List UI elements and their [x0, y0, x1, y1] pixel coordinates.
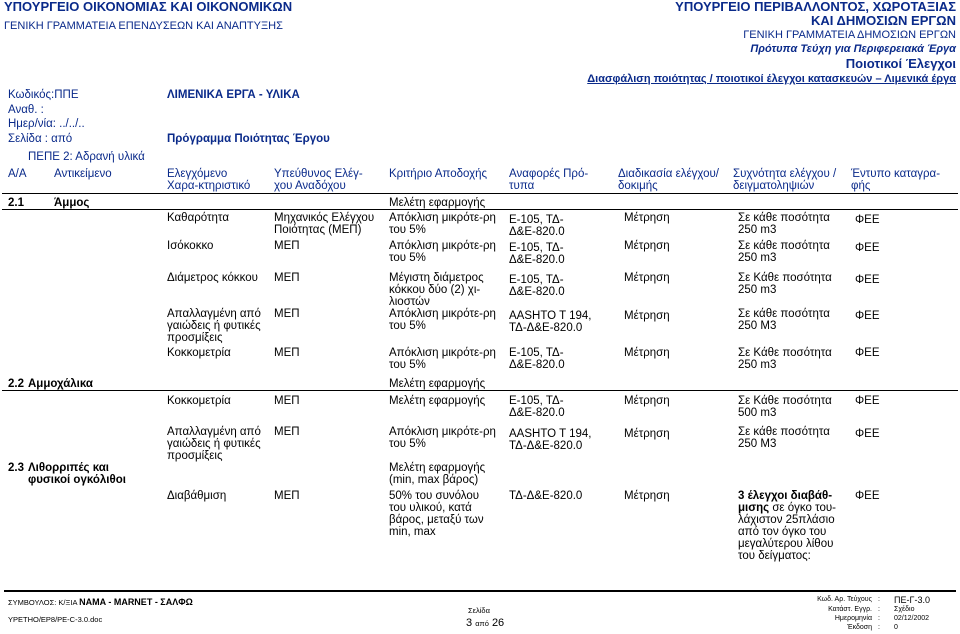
header-object: Αντικείμενο	[54, 168, 112, 180]
category-title: ΛΙΜΕΝΙΚΑ ΕΡΓΑ - ΥΛΙΚΑ	[167, 89, 300, 101]
row-criterion: Απόκλιση μικρότε-ρη του 5%	[389, 212, 496, 237]
row-references: AASHTO T 194, ΤΔ-Δ&Ε-820.0	[509, 428, 592, 453]
row-feature: Απαλλαγμένη από γαιώδεις ή φυτικές προσμίξεις	[167, 426, 261, 463]
header-responsible: Υπεύθυνος Ελέγ-χου Αναδόχου	[274, 168, 363, 193]
row-procedure: Μέτρηση	[624, 212, 670, 224]
ministry-right-title-2: ΚΑΙ ΔΗΜΟΣΙΩΝ ΕΡΓΩΝ	[811, 13, 956, 28]
page-label: Σελίδα : από	[8, 133, 73, 145]
row-form: ΦΕΕ	[855, 310, 880, 322]
row-frequency: Σε κάθε ποσότητα 250 m3	[738, 240, 830, 265]
footer-colon: :	[878, 606, 880, 613]
footer-value: 0	[894, 624, 898, 631]
row-feature: Καθαρότητα	[167, 212, 229, 224]
footer-value: 02/12/2002	[894, 615, 930, 622]
row-form: ΦΕΕ	[855, 490, 880, 502]
row-procedure: Μέτρηση	[624, 490, 670, 502]
row-responsible: Μηχανικός Ελέγχου Ποιότητας (ΜΕΠ)	[274, 212, 375, 237]
document-subject: Διασφάλιση ποιότητας / ποιοτικοί έλεγχοι κατασκευών – Λιμενικά έργα	[587, 73, 956, 85]
footer-divider	[4, 590, 956, 592]
footer-colon: :	[878, 615, 880, 622]
row-responsible: ΜΕΠ	[274, 395, 300, 407]
row-procedure: Μέτρηση	[624, 310, 670, 322]
row-procedure: Μέτρηση	[624, 395, 670, 407]
row-references: Ε-105, ΤΔ-Δ&Ε-820.0	[509, 242, 565, 267]
footer-page-word: Σελίδα	[468, 606, 490, 615]
group-note: Μελέτη εφαρμογής	[389, 197, 486, 209]
row-criterion: Απόκλιση μικρότε-ρη του 5%	[389, 426, 496, 451]
row-responsible: ΜΕΠ	[274, 490, 300, 502]
row-frequency: Σε κάθε ποσότητα 250 Μ3	[738, 426, 830, 451]
row-responsible: ΜΕΠ	[274, 308, 300, 320]
row-feature: Απαλλαγμένη από γαιώδεις ή φυτικές προσμίξεις	[167, 308, 261, 345]
group-divider	[2, 209, 958, 210]
footer-key: Κατάστ. Εγγρ.	[828, 606, 872, 613]
row-form: ΦΕΕ	[855, 214, 880, 226]
row-frequency: Σε Κάθε ποσότητα 500 m3	[738, 395, 832, 420]
row-form: ΦΕΕ	[855, 395, 880, 407]
code-label: Κωδικός:ΠΠΕ	[8, 89, 79, 101]
row-criterion: 50% του συνόλου του υλικού, κατά βάρος, μεταξύ των min, max	[389, 490, 484, 539]
row-procedure: Μέτρηση	[624, 272, 670, 284]
footer-key: Κωδ. Αρ. Τεύχους	[817, 596, 872, 603]
row-form: ΦΕΕ	[855, 242, 880, 254]
page-total: 26	[491, 617, 505, 629]
row-feature: Διάμετρος κόκκου	[167, 272, 258, 284]
ministry-right-title-1: ΥΠΟΥΡΓΕΙΟ ΠΕΡΙΒΑΛΛΟΝΤΟΣ, ΧΩΡΟΤΑΞΙΑΣ	[675, 0, 956, 14]
row-responsible: ΜΕΠ	[274, 347, 300, 359]
row-feature: Κοκκομετρία	[167, 347, 231, 359]
row-procedure: Μέτρηση	[624, 240, 670, 252]
group-name: Άμμος	[54, 197, 90, 209]
row-procedure: Μέτρηση	[624, 428, 670, 440]
row-frequency: Σε κάθε ποσότητα 250 m3	[738, 212, 830, 237]
footer-consultant	[8, 598, 193, 607]
header-feature: Ελεγχόμενο Χαρα-κτηριστικό	[167, 168, 251, 193]
section-title: ΠΕΠΕ 2: Αδρανή υλικά	[28, 151, 145, 163]
ministry-left-title: ΥΠΟΥΡΓΕΙΟ ΟΙΚΟΝΟΜΙΑΣ ΚΑΙ ΟΙΚΟΝΟΜΙΚΩΝ	[4, 0, 293, 14]
row-references: Ε-105, ΤΔ-Δ&Ε-820.0	[509, 214, 565, 239]
group-number: 2.2	[8, 378, 24, 390]
footer-key: Έκδοση	[847, 624, 872, 631]
group-name: Λιθορριπές και φυσικοί ογκόλιθοι	[28, 462, 126, 487]
row-form: ΦΕΕ	[855, 274, 880, 286]
row-criterion: Μέγιστη διάμετρος κόκκου δύο (2) χι-λιοστών	[389, 272, 484, 309]
header-procedure: Διαδικασία ελέγχου/ δοκιμής	[618, 168, 719, 193]
group-note: Μελέτη εφαρμογής	[389, 378, 486, 390]
row-feature: Ισόκοκκο	[167, 240, 214, 252]
row-references: Ε-105, ΤΔ-Δ&Ε-820.0	[509, 274, 565, 299]
footer-file: YPETHO/EP8/PE-C-3.0.doc	[8, 615, 103, 624]
row-references: AASHTO T 194, ΤΔ-Δ&Ε-820.0	[509, 310, 592, 335]
row-frequency: Σε Κάθε ποσότητα 250 m3	[738, 272, 832, 297]
header-form: Έντυπο καταγρα-φής	[851, 168, 941, 193]
row-responsible: ΜΕΠ	[274, 240, 300, 252]
consultant-name: NAMA - MARNET - ΣΑΛΦΩ	[79, 597, 193, 607]
row-form: ΦΕΕ	[855, 428, 880, 440]
row-references: Ε-105, ΤΔ-Δ&Ε-820.0	[509, 347, 565, 372]
header-references: Αναφορές Πρό-τυπα	[509, 168, 589, 193]
row-frequency-bold: 3 έλεγχοι διαβάθ-μισης	[738, 490, 833, 515]
header-criterion: Κριτήριο Αποδοχής	[389, 168, 488, 180]
footer-colon: :	[878, 624, 880, 631]
ministry-right-subtitle: ΓΕΝΙΚΗ ΓΡΑΜΜΑΤΕΙΑ ΔΗΜΟΣΙΩΝ ΕΡΓΩΝ	[743, 29, 956, 41]
row-responsible: ΜΕΠ	[274, 272, 300, 284]
row-frequency-block	[738, 490, 844, 562]
document-type: Ποιοτικοί Έλεγχοι	[845, 56, 956, 71]
revision-label: Αναθ. :	[8, 104, 44, 116]
row-frequency: Σε Κάθε ποσότητα 250 m3	[738, 347, 832, 372]
footer-page-count	[466, 618, 504, 630]
row-criterion: Απόκλιση μικρότε-ρη του 5%	[389, 240, 496, 265]
header-aa: Α/Α	[8, 168, 27, 180]
row-criterion: Απόκλιση μικρότε-ρη του 5%	[389, 347, 496, 372]
group-number: 2.1	[8, 197, 24, 209]
footer-value: Σχέδιο	[894, 606, 915, 613]
group-number: 2.3	[8, 462, 24, 474]
ministry-left-subtitle: ΓΕΝΙΚΗ ΓΡΑΜΜΑΤΕΙΑ ΕΠΕΝΔΥΣΕΩΝ ΚΑΙ ΑΝΑΠΤΥΞΗΣ	[4, 20, 283, 32]
footer-value: ΠΕ-Γ-3.0	[894, 595, 930, 605]
program-title: Πρόγραμμα Ποιότητας Έργου	[167, 133, 330, 145]
page-number: 3	[466, 617, 473, 629]
row-references: Ε-105, ΤΔ-Δ&Ε-820.0	[509, 395, 565, 420]
footer-key: Ημερομηνία	[834, 615, 872, 622]
row-responsible: ΜΕΠ	[274, 426, 300, 438]
row-frequency: Σε κάθε ποσότητα 250 Μ3	[738, 308, 830, 333]
header-frequency: Συχνότητα ελέγχου / δειγματοληψιών	[733, 168, 837, 193]
row-procedure: Μέτρηση	[624, 347, 670, 359]
series-title: Πρότυπα Τεύχη για Περιφερειακά Έργα	[750, 43, 956, 55]
group-note: Μελέτη εφαρμογής (min, max βάρος)	[389, 462, 486, 487]
header-divider	[2, 193, 958, 194]
row-references: ΤΔ-Δ&Ε-820.0	[509, 490, 583, 502]
group-name: Αμμοχάλικα	[28, 378, 93, 390]
row-criterion: Απόκλιση μικρότε-ρη του 5%	[389, 308, 496, 333]
row-frequency: σε όγκο του-λάχιστον 25πλάσιο από τον όγκο του μεγαλύτερου λίθου του δείγματος:	[738, 502, 836, 563]
group-divider	[2, 390, 958, 391]
footer-colon: :	[878, 596, 880, 603]
row-feature: Διαβάθμιση	[167, 490, 227, 502]
row-criterion: Μελέτη εφαρμογής	[389, 395, 486, 407]
date-label: Ημερ/νία: ../../..	[8, 118, 85, 130]
consultant-label: ΣΥΜΒΟΥΛΟΣ: Κ/ΞΙΑ	[8, 598, 78, 607]
row-feature: Κοκκομετρία	[167, 395, 231, 407]
row-form: ΦΕΕ	[855, 347, 880, 359]
page-of: από	[475, 619, 489, 628]
